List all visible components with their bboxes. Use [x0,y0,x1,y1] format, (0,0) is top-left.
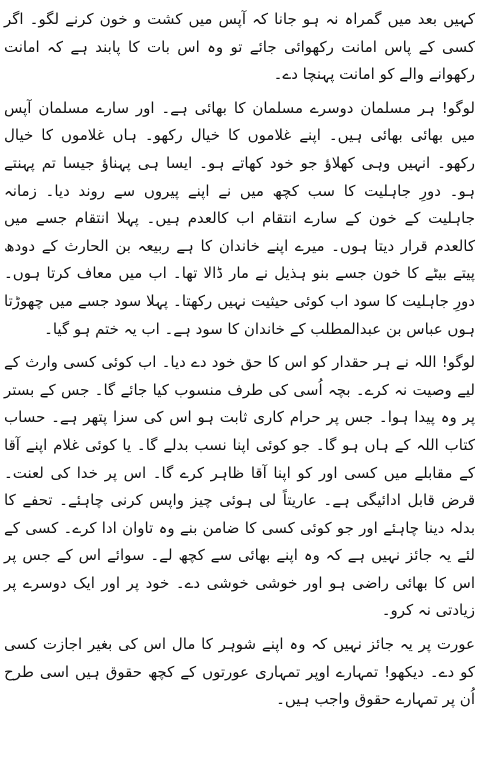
paragraph-amanat: کہیں بعد میں گمراہ نہ ہو جانا کہ آپس میں کشت و خون کرنے لگو۔ اگر کسی کے پاس امانت رکھوائی جائے تو وہ اس بات کا پابند ہے کہ امانت رکھوانے والے کو امانت پہنچا دے۔ [4,10,475,84]
paragraph-rights-inheritance: لوگو! اللہ نے ہر حقدار کو اس کا حق خود دے دیا۔ اب کوئی کسی وارث کے لیے وصیت نہ کرے۔ بچہ اُسی کی طرف منسوب کیا جائے گا۔ جس کے بستر پر وہ پیدا ہوا۔ جس پر حرام کاری ثابت ہو اس کی سزا پتھر ہے۔ حساب کتاب اللہ کے ہاں ہو گا۔ جو کوئی اپنا نسب بدلے گا۔ یا کوئی غلام اپنے آقا کے مقابلے میں کسی اور کو اپنا آقا ظاہر کرے گا۔ اس پر خدا کی لعنت۔ قرض قابل ادائیگی ہے۔ عاریتاً لی ہوئی چیز واپس کرنی چاہئے۔ تحفے کا بدلہ دینا چاہئے اور جو کوئی کسی کا ضامن بنے وہ تاوان ادا کرے۔ کسی کے لئے یہ جائز نہیں ہے کہ وہ اپنے بھائی سے کچھ لے۔ سوائے اس کے جس پر اس کا بھائی راضی ہو اور خوشی خوشی دے۔ خود پر اور ایک دوسرے پر زیادتی نہ کرو۔ [4,353,475,620]
paragraph-women-rights: عورت پر یہ جائز نہیں کہ وہ اپنے شوہر کا مال اس کی بغیر اجازت کسی کو دے۔ دیکھو! تمہارے اوپر تمہاری عورتوں کے کچھ حقوق ہیں اسی طرح اُن پر تمہارے حقوق واجب ہیں۔ [4,635,475,709]
document-body [4,6,475,720]
paragraph-brotherhood: لوگو! ہر مسلمان دوسرے مسلمان کا بھائی ہے۔ اور سارے مسلمان آپس میں بھائی بھائی ہیں۔ اپنے غلاموں کا خیال رکھو۔ ہاں غلاموں کا خیال رکھو۔ انہیں وہی کھلاؤ جو خود کھاتے ہو۔ ایسا ہی پہناؤ جیسا تم پہنتے ہو۔ دورِ جاہلیت کا سب کچھ میں نے اپنے پیروں سے روند دیا۔ زمانہ جاہلیت کے خون کے سارے انتقام اب کالعدم ہیں۔ پہلا انتقام جسے میں کالعدم قرار دیتا ہوں۔ میرے اپنے خاندان کا ہے ربیعہ بن الحارث کے دودھ پیتے بیٹے کا خون جسے بنو ہذیل نے مار ڈالا تھا۔ اب میں معاف کرتا ہوں۔ دورِ جاہلیت کا سود اب کوئی حیثیت نہیں رکھتا۔ پہلا سود جسے میں چھوڑتا ہوں عباس بن عبدالمطلب کے خاندان کا سود ہے۔ اب یہ ختم ہو گیا۔ [4,98,475,338]
